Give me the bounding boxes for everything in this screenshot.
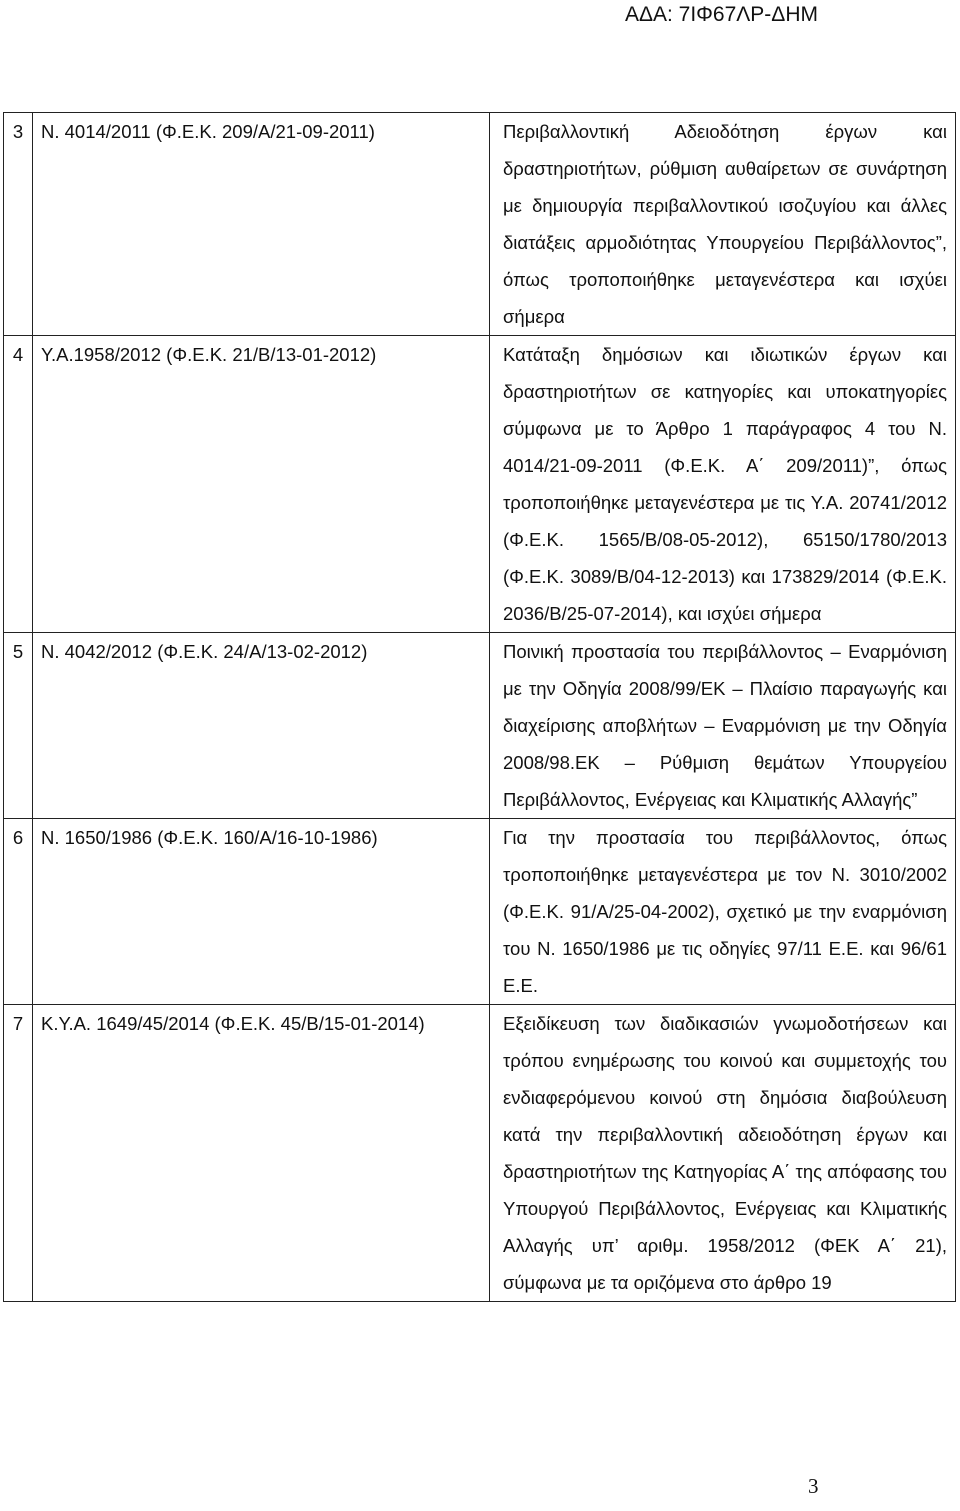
- legal-reference: Ν. 1650/1986 (Φ.Ε.Κ. 160/Α/16-10-1986): [41, 827, 378, 848]
- law-description: Ποινική προστασία του περιβάλλοντος – Εναρμόνιση με την Οδηγία 2008/99/ΕΚ – Πλαίσιο παραγωγής και διαχείρισης αποβλήτων – Εναρμόνιση με την Οδηγία 2008/98.ΕΚ – Ρύθμιση θεμάτων Υπουργείου Περιβάλλοντος, Ενέργειας και Κλιματικής Αλλαγής”: [503, 641, 947, 810]
- table-row: [4, 1005, 956, 1302]
- description-cell: [490, 336, 956, 633]
- legal-reference-cell: [33, 1005, 490, 1302]
- description-cell: [490, 633, 956, 819]
- row-number: 6: [4, 819, 33, 1005]
- legal-reference: Ν. 4042/2012 (Φ.Ε.Κ. 24/Α/13-02-2012): [41, 641, 368, 662]
- legal-reference: Ν. 4014/2011 (Φ.Ε.Κ. 209/Α/21-09-2011): [41, 121, 375, 142]
- row-number: 5: [4, 633, 33, 819]
- description-cell: [490, 113, 956, 336]
- document-page: [3, 112, 956, 1302]
- table-row: [4, 819, 956, 1005]
- legal-reference: Κ.Υ.Α. 1649/45/2014 (Φ.Ε.Κ. 45/Β/15-01-2014): [41, 1013, 425, 1034]
- table-row: [4, 113, 956, 336]
- legal-reference-cell: [33, 113, 490, 336]
- table-row: [4, 633, 956, 819]
- row-number: 7: [4, 1005, 33, 1302]
- row-number: 4: [4, 336, 33, 633]
- legal-reference-cell: [33, 633, 490, 819]
- law-description: Εξειδίκευση των διαδικασιών γνωμοδοτήσεων και τρόπου ενημέρωσης του κοινού και συμμετοχής του ενδιαφερόμενου κοινού στη δημόσια διαβούλευση κατά την περιβαλλοντική αδειοδότηση έργων και δραστηριοτήτων της Κατηγορίας Α΄ της απόφασης του Υπουργού Περιβάλλοντος, Ενέργειας και Κλιματικής Αλλαγής υπ’ αριθμ. 1958/2012 (ΦΕΚ Α΄ 21), σύμφωνα με τα οριζόμενα στο άρθρο 19: [503, 1013, 947, 1293]
- law-description: Περιβαλλοντική Αδειοδότηση έργων και δραστηριοτήτων, ρύθμιση αυθαίρετων σε συνάρτηση με δημιουργία περιβαλλοντικού ισοζυγίου και άλλες διατάξεις αρμοδιότητας Υπουργείου Περιβάλλοντος”, όπως τροποποιήθηκε μεταγενέστερα και ισχύει σήμερα: [503, 121, 947, 327]
- legal-reference-cell: [33, 819, 490, 1005]
- page-number: 3: [808, 1474, 819, 1498]
- description-cell: [490, 819, 956, 1005]
- legislation-table: [3, 112, 956, 1302]
- table-row: [4, 336, 956, 633]
- document-ada-code: ΑΔΑ: 7ΙΦ67ΛΡ-ΔΗΜ: [624, 3, 818, 26]
- law-description: Κατάταξη δημόσιων και ιδιωτικών έργων και δραστηριοτήτων σε κατηγορίες και υποκατηγορίες σύμφωνα με το Άρθρο 1 παράγραφος 4 του Ν. 4014/21-09-2011 (Φ.Ε.Κ. Α΄ 209/2011)”, όπως τροποποιήθηκε μεταγενέστερα με τις Υ.Α. 20741/2012 (Φ.Ε.Κ. 1565/Β/08-05-2012), 65150/1780/2013 (Φ.Ε.Κ. 3089/Β/04-12-2013) και 173829/2014 (Φ.Ε.Κ. 2036/Β/25-07-2014), και ισχύει σήμερα: [503, 344, 947, 624]
- description-cell: [490, 1005, 956, 1302]
- law-description: Για την προστασία του περιβάλλοντος, όπως τροποποιήθηκε μεταγενέστερα με τον Ν. 3010/2002 (Φ.Ε.Κ. 91/Α/25-04-2002), σχετικό με την εναρμόνιση του Ν. 1650/1986 με τις οδηγίες 97/11 Ε.Ε. και 96/61 Ε.Ε.: [503, 827, 947, 996]
- legal-reference-cell: [33, 336, 490, 633]
- row-number: 3: [4, 113, 33, 336]
- legal-reference: Υ.Α.1958/2012 (Φ.Ε.Κ. 21/Β/13-01-2012): [41, 344, 377, 365]
